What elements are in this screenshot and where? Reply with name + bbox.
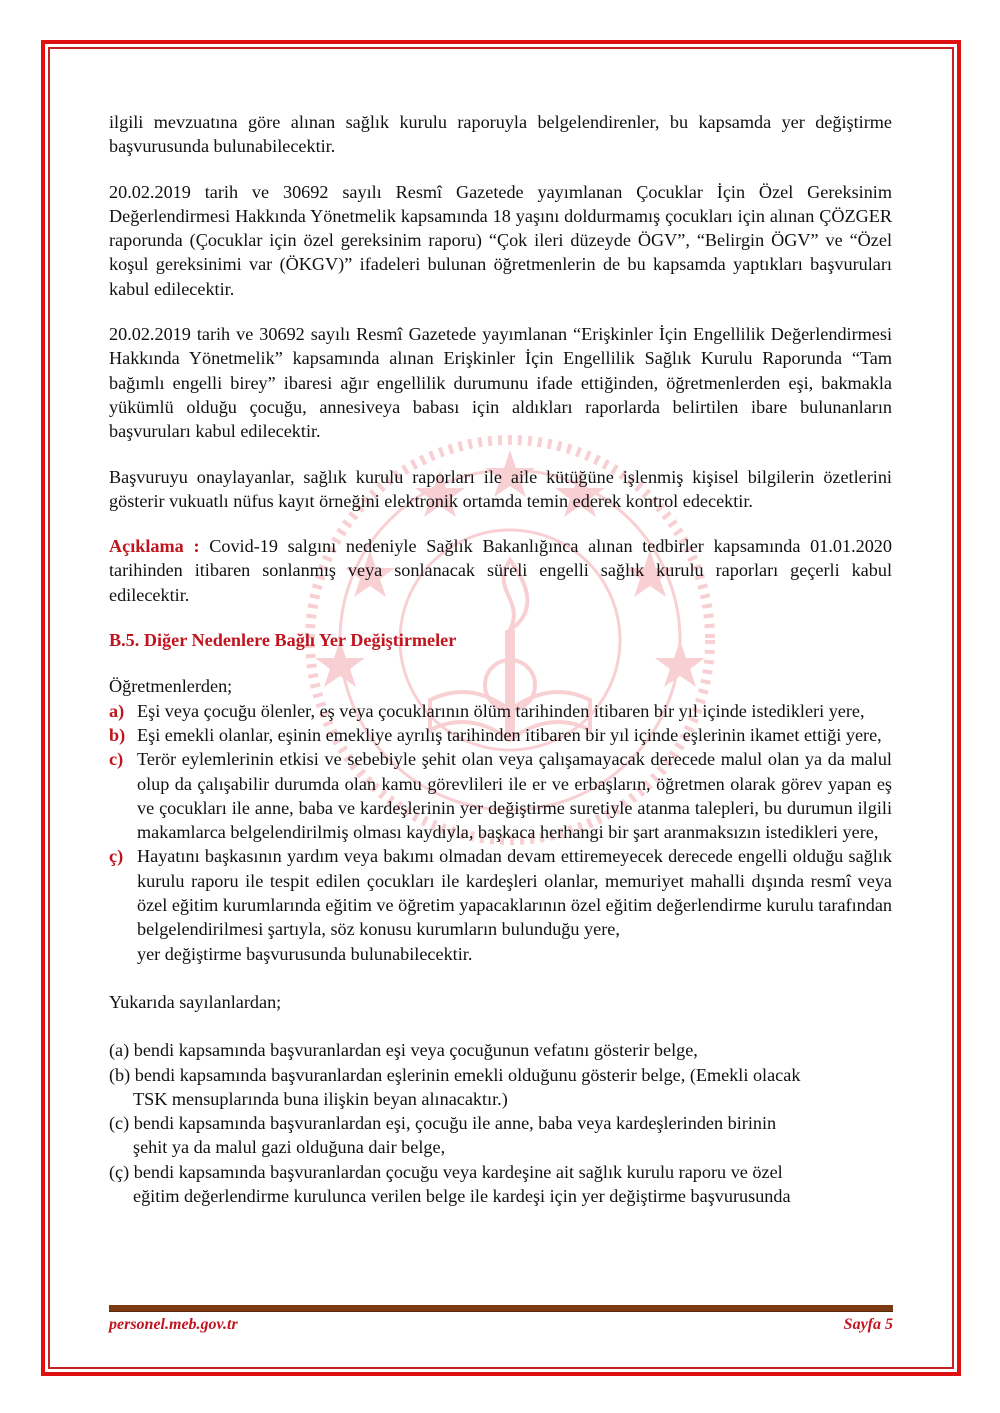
- doc-item-a: [109, 1038, 892, 1062]
- paragraph-eriskinler: 20.02.2019 tarih ve 30692 sayılı Resmî Gazetede yayımlanan “Erişkinler İçin Engellilik Değerlendirmesi Hakkında Yönetmelik” kapsamında alınan Erişkinler İçin Engellilik Sağlık Kurulu Raporunda “Tam bağımlı engelli birey” ibaresi ağır engellilik durumunu ifade ettiğinden, öğretmenlerden eşi, bakmakla yükümlü olduğu çocuğu, annesiveya babası için aldıkları raporlarda belirtilen ibare bulunanların başvuruları kabul edilecektir.: [109, 324, 892, 442]
- paragraph-1: ilgili mevzuatına göre alınan sağlık kurulu raporuyla belgelendirenler, bu kapsamda yer değiştirme başvurusunda bulunabilecektir.: [109, 112, 892, 157]
- doc-item-label: (c): [109, 1113, 130, 1134]
- docs-intro: Yukarıda sayılanlardan;: [109, 991, 282, 1012]
- doc-item-continuation: TSK mensuplarında buna ilişkin beyan alınacaktır.): [133, 1088, 508, 1109]
- section-intro: Öğretmenlerden;: [109, 676, 233, 697]
- doc-item-text: bendi kapsamında başvuranlardan eşlerinin emekli olduğunu gösterir belge, (Emekli olacak: [130, 1064, 801, 1085]
- doc-item-b: [109, 1063, 892, 1112]
- doc-item-continuation: şehit ya da malul gazi olduğuna dair belge,: [133, 1137, 446, 1158]
- footer-website-link[interactable]: personel.meb.gov.tr: [109, 1316, 238, 1333]
- paragraph-onay: Başvuruyu onaylayanlar, sağlık kurulu raporları ile aile kütüğüne işlenmiş kişisel bilgilerin özetlerini gösterir vukuatlı nüfus kayıt örneğini elektronik ortamda temin ederek kontrol edecektir.: [109, 466, 892, 511]
- document-body: [109, 110, 892, 1208]
- list-item-label: b): [109, 724, 126, 745]
- note-text: Covid-19 salgını nedeniyle Sağlık Bakanlığınca alınan tedbirler kapsamında 01.01.2020 tarihinden itibaren sonlanmış veya sonlanacak süreli engelli sağlık kurulu raporları geçerli kabul edilecektir.: [109, 536, 892, 605]
- list-item-text: Eşi emekli olanlar, eşinin emekliye ayrılış tarihinden itibaren bir yıl içinde eşlerinin ikamet ettiği yere,: [137, 724, 882, 745]
- doc-item-cc: [109, 1160, 892, 1209]
- list-item-cc: [109, 844, 892, 941]
- note-label: Açıklama :: [109, 536, 200, 557]
- note-paragraph: [109, 534, 892, 607]
- doc-item-continuation: eğitim değerlendirme kurulunca verilen belge ile kardeşi için yer değiştirme başvurusunda: [133, 1185, 791, 1206]
- list-item-c: [109, 747, 892, 844]
- list-item-a: [109, 699, 892, 723]
- paragraph-cozger: 20.02.2019 tarih ve 30692 sayılı Resmî Gazetede yayımlanan Çocuklar İçin Özel Gereksinim Değerlendirmesi Hakkında Yönetmelik kapsamında 18 yaşını doldurmamış çocukları için alınan ÇÖZGER raporunda (Çocuklar için özel gereksinim raporu) “Çok ileri düzeyde ÖGV”, “Belirgin ÖGV” ve “Özel koşul gereksinimi var (ÖKGV)” ifadeleri bulunan öğretmenlerin de bu kapsamda yaptıkları başvuruları kabul edilecektir.: [109, 181, 892, 299]
- list-item-label: c): [109, 749, 124, 770]
- doc-item-label: (ç): [109, 1161, 130, 1182]
- doc-item-text: bendi kapsamında başvuranlardan eşi veya çocuğunun vefatını gösterir belge,: [129, 1040, 698, 1061]
- doc-item-label: (a): [109, 1040, 130, 1061]
- footer-rule: [109, 1305, 893, 1312]
- doc-item-text: bendi kapsamında başvuranlardan eşi, çocuğu ile anne, baba veya kardeşlerinden birinin: [129, 1113, 777, 1134]
- doc-item-label: (b): [109, 1064, 131, 1085]
- list-item-label: a): [109, 700, 125, 721]
- list-item-text: Hayatını başkasının yardım veya bakımı olmadan devam ettiremeyecek derecede engelli olduğu sağlık kurulu raporu ile tespit edilen çocukları ile kardeşleri olanlar, memuriyet mahalli dışında resmî veya özel eğitim kurumlarında eğitim ve öğretim yapacaklarının özel eğitim değerlendirme kurulu tarafından belgelendirilmesi şartıyla, söz konusu kurumların bulunduğu yere,: [137, 846, 893, 940]
- list-item-b: [109, 723, 892, 747]
- doc-item-text: bendi kapsamında başvuranlardan çocuğu veya kardeşine ait sağlık kurulu raporu ve özel: [129, 1161, 783, 1182]
- list-item-text: Eşi veya çocuğu ölenler, eş veya çocuklarının ölüm tarihinden itibaren bir yıl içinde istedikleri yere,: [137, 700, 865, 721]
- footer-page-number: Sayfa 5: [843, 1316, 893, 1333]
- list-item-label: ç): [109, 846, 124, 867]
- section-closing: yer değiştirme başvurusunda bulunabilecektir.: [137, 943, 473, 964]
- list-item-text: Terör eylemlerinin etkisi ve sebebiyle şehit olan veya çalışamayacak derecede malul olan ya da malul olup da çalışabilir durumda olan kamu görevlileri ile er ve erbaşların, öğretmen olarak görev yapan eş ve çocukları ile anne, baba ve kardeşlerinin yer değiştirme suretiyle atanma talepleri, bu durumun ilgili makamlarca belgelendirilmiş olması kaydıyla, başkaca herhangi bir şart aranmaksızın istedikleri yere,: [137, 749, 892, 843]
- section-heading: B.5. Diğer Nedenlere Bağlı Yer Değiştirmeler: [109, 630, 457, 651]
- doc-item-c: [109, 1111, 892, 1160]
